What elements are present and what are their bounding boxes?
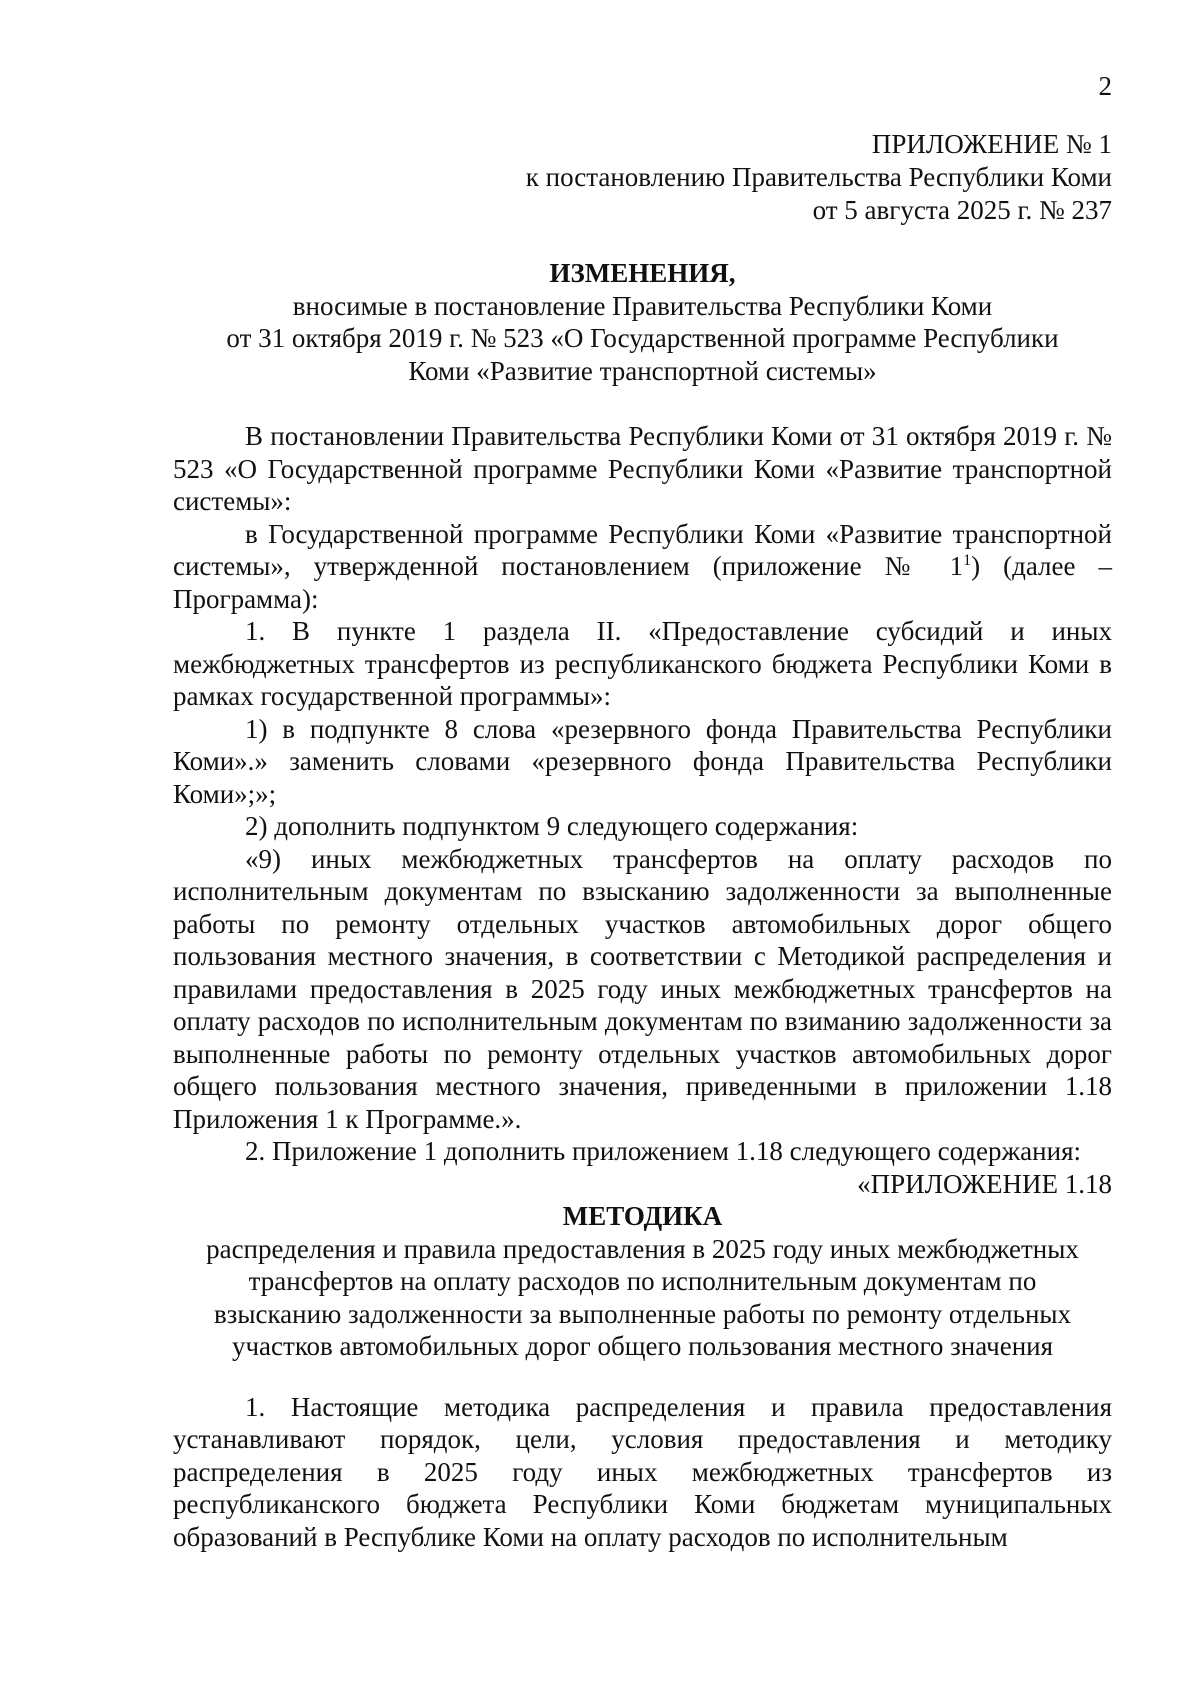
appendix-118-label: «ПРИЛОЖЕНИЕ 1.18 [857, 1168, 1112, 1199]
body-paragraph-4: 1) в подпункте 8 слова «резервного фонда Правительства Республики Коми».» заменить словами «резервного фонда Правительства Республики Коми»;»; [173, 713, 1112, 809]
document-content [173, 257, 1112, 1553]
body-paragraph-3: 1. В пункте 1 раздела II. «Предоставление субсидий и иных межбюджетных трансфертов из республиканского бюджета Республики Коми в рамках государственной программы»: [173, 616, 1112, 711]
appendix-header-line1: ПРИЛОЖЕНИЕ № 1 [871, 129, 1112, 159]
methodology-subtitle-line1: распределения и правила предоставления в 2025 году иных межбюджетных [206, 1233, 1079, 1264]
methodology-subtitle-line3: взысканию задолженности за выполненные работы по ремонту отдельных [213, 1298, 1072, 1329]
appendix-header-line2: к постановлению Правительства Республики Коми [525, 162, 1112, 192]
body-paragraph-6: «9) иных межбюджетных трансфертов на оплату расходов по исполнительным документам по взысканию задолженности за выполненные работы по ремонту отдельных участков автомобильных дорог общего пользования местного значения, в соответствии с Методикой распределения и правилами предоставления в 2025 году иных межбюджетных трансфертов на оплату расходов по исполнительным документам по взиманию задолженности за выполненные работы по ремонту отдельных участков автомобильных дорог общего пользования местного значения, приведенными в приложении 1.18 Приложения 1 к Программе.». [173, 843, 1112, 1134]
methodology-subtitle-line2: трансфертов на оплату расходов по исполнительным документам по [248, 1266, 1037, 1296]
changes-subtitle-line1: вносимые в постановление Правительства Республики Коми [292, 290, 993, 321]
body-paragraph-2-end: ) (далее – Программа): [173, 551, 1112, 614]
changes-subtitle-line3: Коми «Развитие транспортной системы» [408, 355, 877, 386]
page-number: 2 [1098, 71, 1112, 101]
methodology-title: МЕТОДИКА [562, 1201, 723, 1231]
body-paragraph-2 [173, 518, 1112, 616]
appendix-header [526, 128, 1112, 227]
body-paragraph-5: 2) дополнить подпунктом 9 следующего содержания: [245, 811, 859, 841]
changes-subtitle-line2: от 31 октября 2019 г. № 523 «О Государственной программе Республики [226, 323, 1059, 353]
methodology-subtitle-line4: участков автомобильных дорог общего пользования местного значения [231, 1331, 1054, 1361]
body-paragraph-2-start: в Государственной программе Республики Коми «Развитие транспортной системы», утвержденной постановлением (приложение № 1 [173, 518, 1112, 581]
methodology-paragraph-1: 1. Настоящие методика распределения и правила предоставления устанавливают порядок, цели, условия предоставления и методику распределения в 2025 году иных межбюджетных трансфертов из республиканского бюджета Республики Коми бюджетам муниципальных образований в Республике Коми на оплату расходов по исполнительным [173, 1391, 1112, 1552]
spacer [173, 1363, 1112, 1391]
appendix-header-line3: от 5 августа 2025 г. № 237 [812, 195, 1112, 225]
body-paragraph-7: 2. Приложение 1 дополнить приложением 1.18 следующего содержания: [245, 1136, 1081, 1166]
changes-title: ИЗМЕНЕНИЯ, [549, 258, 736, 288]
body-paragraph-1: В постановлении Правительства Республики Коми от 31 октября 2019 г. № 523 «О Государственной программе Республики Коми «Развитие транспортной системы»: [173, 421, 1112, 516]
spacer [173, 387, 1112, 420]
footnote-superscript: 1 [963, 552, 972, 569]
